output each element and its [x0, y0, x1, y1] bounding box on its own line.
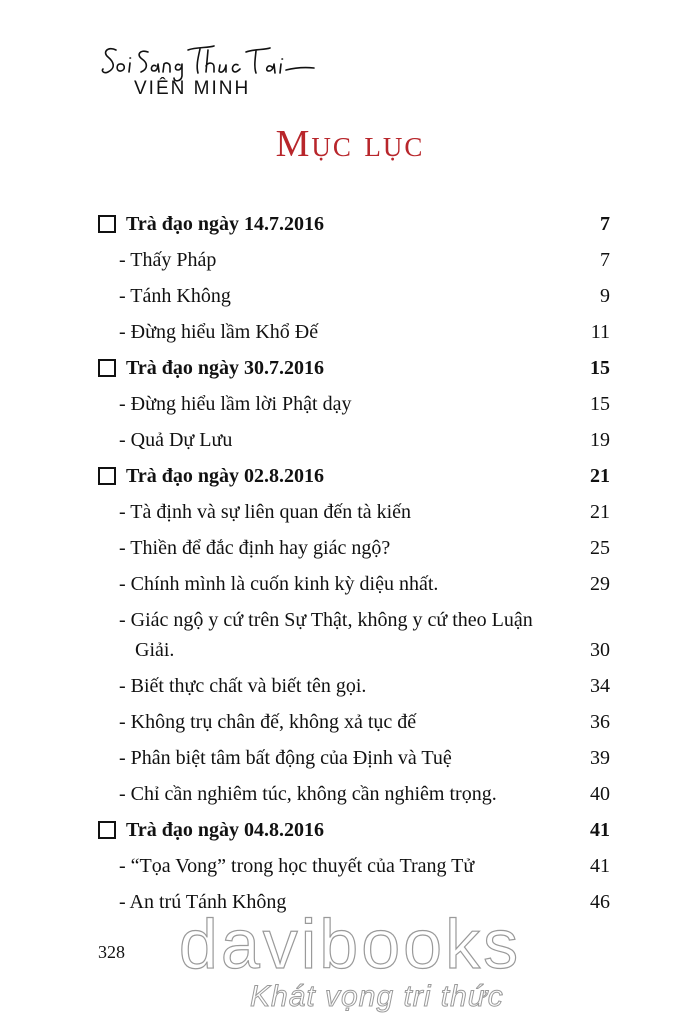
toc-item-label: - An trú Tánh Không [119, 891, 287, 913]
toc-item[interactable] [98, 740, 610, 776]
toc-item-page: 46 [590, 891, 610, 913]
toc-section[interactable] [98, 458, 610, 494]
toc-item[interactable] [98, 494, 610, 530]
toc-item-label: - Quả Dự Lưu [119, 429, 233, 451]
toc-section-page: 21 [590, 464, 610, 487]
toc-item-label: - Tà định và sự liên quan đến tà kiến [119, 501, 412, 523]
toc-section-page: 41 [590, 818, 610, 841]
toc-section-title: Trà đạo ngày 04.8.2016 [126, 818, 324, 841]
page-number: 328 [98, 942, 125, 962]
toc-section-title: Trà đạo ngày 02.8.2016 [126, 464, 324, 487]
toc-item[interactable] [98, 566, 610, 602]
toc-item-label: - Giác ngộ y cứ trên Sự Thật, không y cứ theo Luận Giải. [119, 609, 533, 661]
toc-item-page: 34 [590, 675, 610, 697]
toc-item[interactable] [98, 278, 610, 314]
toc-item[interactable] [98, 776, 610, 812]
toc-item-label: - Thấy Pháp [119, 249, 217, 271]
toc-item[interactable] [98, 530, 610, 566]
toc-item-page: 36 [590, 711, 610, 733]
toc-item-label: - Đừng hiểu lầm lời Phật dạy [119, 393, 352, 415]
toc-item[interactable] [98, 668, 610, 704]
toc-item-label: - Chính mình là cuốn kinh kỳ diệu nhất. [119, 573, 439, 595]
checkbox-icon [98, 359, 116, 377]
toc-item[interactable] [98, 848, 610, 884]
page-header [100, 40, 340, 100]
checkbox-icon [98, 215, 116, 233]
toc-item-label: - Thiền để đắc định hay giác ngộ? [119, 537, 391, 559]
page-title: Mục lục [275, 123, 425, 165]
table-of-contents [98, 206, 610, 920]
checkbox-icon [98, 467, 116, 485]
toc-item-label: - Đừng hiểu lầm Khổ Đế [119, 321, 319, 343]
toc-item-page: 30 [590, 639, 610, 661]
toc-section-page: 7 [600, 212, 610, 235]
toc-item-page: 9 [600, 285, 610, 307]
toc-item-page: 40 [590, 783, 610, 805]
toc-item[interactable] [98, 314, 610, 350]
toc-item[interactable] [98, 422, 610, 458]
toc-item-page: 19 [590, 429, 610, 451]
toc-item-page: 7 [600, 249, 610, 271]
author-name: VIÊN MINH [134, 78, 251, 99]
watermark-brand: davibooks [178, 905, 522, 983]
toc-item-page: 39 [590, 747, 610, 769]
toc-section[interactable] [98, 812, 610, 848]
toc-item-label: - Biết thực chất và biết tên gọi. [119, 675, 367, 697]
checkbox-icon [98, 821, 116, 839]
toc-item[interactable] [98, 704, 610, 740]
watermark-tagline: Khát vọng tri thức [250, 980, 504, 1013]
toc-item-label: - Không trụ chân đế, không xả tục đế [119, 711, 417, 733]
toc-item-page: 25 [590, 537, 610, 559]
toc-item-label: - Phân biệt tâm bất động của Định và Tuệ [119, 747, 452, 769]
toc-item-label: - Chỉ cần nghiêm túc, không cần nghiêm trọng. [119, 783, 497, 805]
toc-section-title: Trà đạo ngày 14.7.2016 [126, 212, 324, 235]
toc-item-page: 29 [590, 573, 610, 595]
toc-item-page: 11 [590, 321, 610, 343]
toc-section-title: Trà đạo ngày 30.7.2016 [126, 356, 324, 379]
toc-section[interactable] [98, 206, 610, 242]
toc-item-label: - “Tọa Vong” trong học thuyết của Trang Tử [119, 855, 475, 877]
toc-section-page: 15 [590, 356, 610, 379]
toc-item[interactable] [98, 386, 610, 422]
toc-item-label: - Tánh Không [119, 285, 231, 307]
toc-item-page: 41 [590, 855, 610, 877]
toc-item-page: 15 [590, 393, 610, 415]
toc-item[interactable] [98, 602, 610, 668]
toc-item-page: 21 [590, 501, 610, 523]
toc-section[interactable] [98, 350, 610, 386]
toc-item[interactable] [98, 242, 610, 278]
